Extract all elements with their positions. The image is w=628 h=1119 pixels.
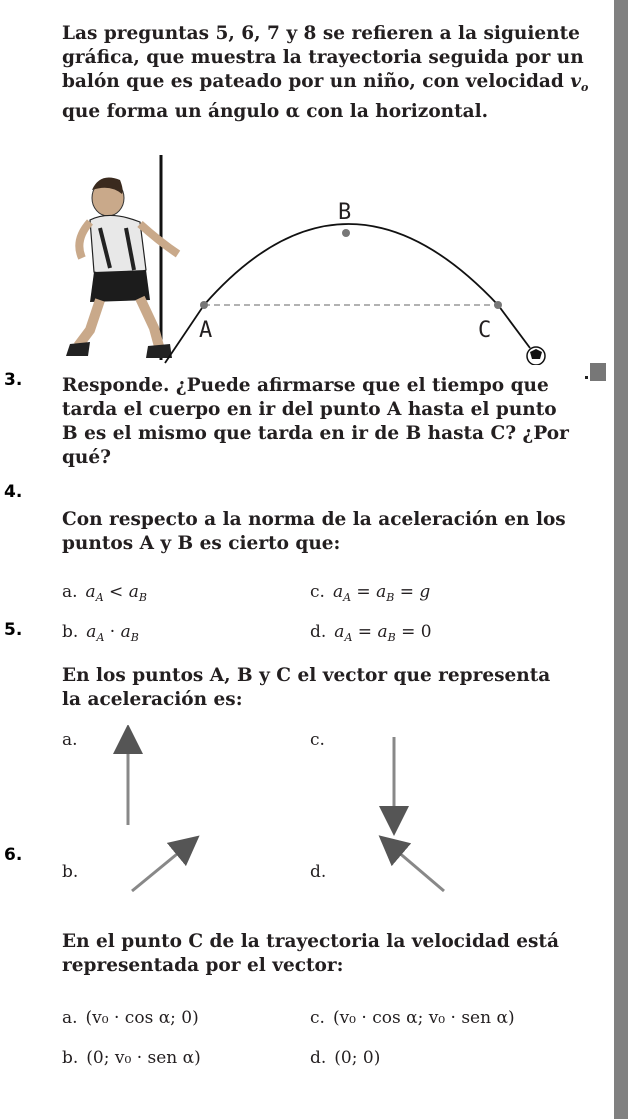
q5-arrows bbox=[100, 725, 500, 905]
scrollbar[interactable] bbox=[614, 0, 628, 1119]
q3-line-4: qué? bbox=[62, 447, 111, 468]
q4-line-2: puntos A y B es cierto que: bbox=[62, 533, 341, 554]
q6-line-2: representada por el vector: bbox=[62, 955, 344, 976]
q6-option-b[interactable]: b. (0; v₀ · sen α) bbox=[62, 1048, 201, 1068]
q4-option-b[interactable]: b. $a_A \cdot a_B$ bbox=[62, 622, 139, 644]
q4-option-c[interactable]: c. $a_A = a_B = g$ bbox=[310, 582, 431, 604]
question-4-text bbox=[62, 508, 566, 556]
intro-line-3-text: balón que es pateado por un niño, con velocidad bbox=[62, 71, 564, 92]
velocity-symbol: $v_o$ bbox=[570, 71, 589, 94]
point-c bbox=[494, 301, 502, 309]
arrow-up-right-icon bbox=[132, 845, 188, 891]
label-point-b: B bbox=[338, 200, 352, 225]
arrow-up-left-icon bbox=[390, 845, 444, 891]
label-point-a: A bbox=[199, 318, 213, 343]
q4-line-1: Con respecto a la norma de la aceleración en los bbox=[62, 509, 566, 530]
question-4-number: 4. bbox=[4, 482, 23, 502]
question-6-text bbox=[62, 930, 559, 978]
q5-line-2: la aceleración es: bbox=[62, 689, 243, 710]
q3-line-1: Responde. ¿Puede afirmarse que el tiempo que bbox=[62, 375, 549, 396]
corner-marker bbox=[590, 363, 606, 381]
trajectory-arc bbox=[165, 224, 530, 363]
q5-option-a[interactable]: a. bbox=[62, 730, 78, 750]
intro-paragraph bbox=[62, 22, 588, 124]
q3-line-3: B es el mismo que tarda en ir de B hasta C? ¿Por bbox=[62, 423, 569, 444]
corner-dot bbox=[585, 376, 588, 379]
q5-option-d[interactable]: d. bbox=[310, 862, 327, 882]
intro-line-2: gráfica, que muestra la trayectoria seguida por un bbox=[62, 47, 584, 68]
label-point-c: C bbox=[478, 318, 492, 343]
question-6-number: 6. bbox=[4, 845, 23, 865]
q6-option-c[interactable]: c. (v₀ · cos α; v₀ · sen α) bbox=[310, 1008, 515, 1028]
point-b bbox=[342, 229, 350, 237]
question-3-number: 3. bbox=[4, 370, 23, 390]
q4-option-d[interactable]: d. $a_A = a_B = 0$ bbox=[310, 622, 432, 644]
question-3-text bbox=[62, 374, 569, 470]
question-5-number: 5. bbox=[4, 620, 23, 640]
q4-option-a[interactable]: a. $a_A < a_B$ bbox=[62, 582, 147, 604]
q6-option-d[interactable]: d. (0; 0) bbox=[310, 1048, 381, 1068]
q5-option-b[interactable]: b. bbox=[62, 862, 79, 882]
q5-line-1: En los puntos A, B y C el vector que representa bbox=[62, 665, 551, 686]
intro-line-4: que forma un ángulo α con la horizontal. bbox=[62, 101, 489, 122]
q5-option-c[interactable]: c. bbox=[310, 730, 325, 750]
intro-line-1: Las preguntas 5, 6, 7 y 8 se refieren a la siguiente bbox=[62, 23, 580, 44]
q6-line-1: En el punto C de la trayectoria la velocidad está bbox=[62, 931, 559, 952]
question-5-text bbox=[62, 664, 550, 712]
q6-option-a[interactable]: a. (v₀ · cos α; 0) bbox=[62, 1008, 199, 1028]
intro-line-3 bbox=[62, 70, 588, 100]
ball-icon bbox=[527, 347, 545, 365]
q3-line-2: tarda el cuerpo en ir del punto A hasta el punto bbox=[62, 399, 557, 420]
point-a bbox=[200, 301, 208, 309]
